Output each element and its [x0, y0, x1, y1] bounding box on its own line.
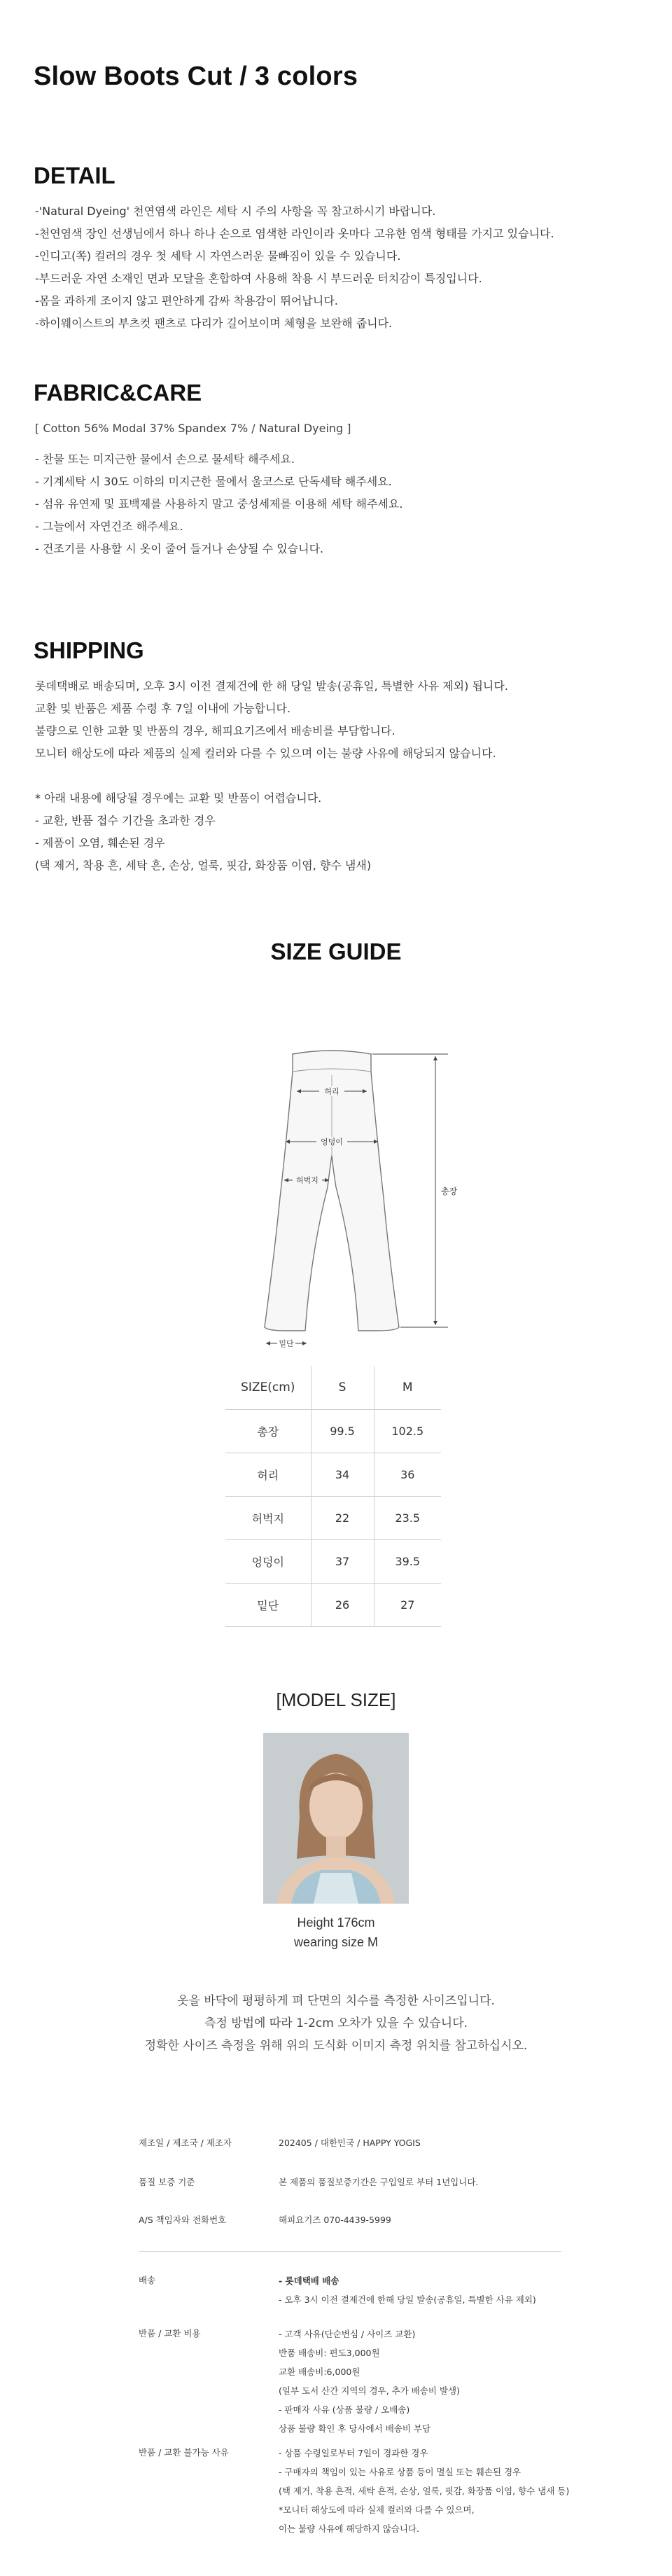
size-row-label: 허리: [225, 1453, 311, 1496]
return-cost-line: - 고객 사유(단순변심 / 사이즈 교환): [279, 2329, 416, 2339]
section-divider: [139, 2251, 561, 2252]
length-label: 총장: [441, 1186, 458, 1196]
thigh-label: 허벅지: [296, 1176, 318, 1185]
size-cell: 23.5: [374, 1496, 441, 1539]
return-cost-line: 반품 배송비: 편도3,000원: [279, 2348, 380, 2358]
size-cell: 26: [311, 1583, 374, 1626]
size-cell: 22: [311, 1496, 374, 1539]
model-height: Height 176cm: [297, 1916, 375, 1930]
size-cell: 102.5: [374, 1409, 441, 1453]
no-return-line: - 상품 수령일로부터 7일이 경과한 경우: [279, 2448, 428, 2458]
model-photo: [263, 1733, 409, 1904]
size-guide-heading: SIZE GUIDE: [270, 939, 402, 964]
fabric-heading: FABRIC&CARE: [34, 380, 202, 406]
model-wearing-size: wearing size M: [293, 1935, 379, 1949]
no-return-line: *모니터 해상도에 따라 실제 컬러와 다를 수 있으며,: [279, 2505, 475, 2515]
shipping-line: 교환 및 반품은 제품 수령 후 7일 이내에 가능합니다.: [35, 702, 291, 715]
return-cost-line: (일부 도서 산간 지역의 경우, 추가 배송비 발생): [279, 2385, 460, 2396]
shipping-heading: SHIPPING: [34, 637, 144, 663]
size-table-row: [225, 1539, 441, 1583]
detail-line: -몸을 과하게 조이지 않고 편안하게 감싸 착용감이 뛰어납니다.: [35, 294, 338, 307]
care-line: - 그늘에서 자연건조 해주세요.: [35, 520, 183, 533]
shipping-line: - 제품이 오염, 훼손된 경우: [35, 836, 165, 850]
measure-note-line: 정확한 사이즈 측정을 위해 위의 도식화 이미지 측정 위치를 참고하십시오.: [144, 2039, 528, 2053]
info-label: A/S 책임자와 전화번호: [139, 2215, 227, 2225]
measure-note-line: 옷을 바닥에 평평하게 펴 단면의 치수를 측정한 사이즈입니다.: [177, 1994, 495, 2008]
size-header-cell: M: [374, 1366, 441, 1409]
size-cell: 34: [311, 1453, 374, 1496]
care-line: - 건조기를 사용할 시 옷이 줄어 들거나 손상될 수 있습니다.: [35, 542, 324, 555]
size-table-row: [225, 1583, 441, 1626]
shipping-line: (택 제거, 착용 흔, 세탁 흔, 손상, 얼룩, 핏감, 화장품 이염, 향수 냄새): [35, 859, 372, 872]
return-cost-label: 반품 / 교환 비용: [139, 2328, 201, 2339]
product-title: Slow Boots Cut / 3 colors: [34, 62, 358, 91]
hem-label: 밑단: [279, 1339, 294, 1348]
size-row-label: 총장: [225, 1409, 311, 1453]
return-cost-line: - 판매자 사유 (상품 불량 / 오배송): [279, 2404, 410, 2415]
shipping-list: [35, 675, 508, 877]
size-cell: 36: [374, 1453, 441, 1496]
shipping-line: 모니터 해상도에 따라 제품의 실제 컬러와 다를 수 있으며 이는 불량 사유에 해당되지 않습니다.: [35, 747, 496, 760]
shipping-line: [35, 765, 508, 787]
size-row-label: 밑단: [225, 1583, 311, 1626]
shipping-line: 롯데택배로 배송되며, 오후 3시 이전 결제건에 한 해 당일 발송(공휴일, 특별한 사유 제외) 됩니다.: [35, 679, 508, 693]
care-line: - 찬물 또는 미지근한 물에서 손으로 물세탁 해주세요.: [35, 452, 295, 466]
size-table-row: [225, 1453, 441, 1496]
size-header-cell: SIZE(cm): [225, 1366, 311, 1409]
size-cell: 39.5: [374, 1539, 441, 1583]
care-line: - 섬유 유연제 및 표백제를 사용하지 말고 중성세제를 이용해 세탁 해주세요.: [35, 497, 403, 511]
detail-line: -하이웨이스트의 부츠컷 팬츠로 다리가 길어보이며 체형을 보완해 줍니다.: [35, 317, 393, 330]
size-cell: 99.5: [311, 1409, 374, 1453]
detail-line: -'Natural Dyeing' 천연염색 라인은 세탁 시 주의 사항을 꼭 참고하시기 바랍니다.: [35, 205, 436, 218]
model-portrait-image: [263, 1733, 409, 1904]
size-table: [225, 1366, 441, 1627]
detail-line: -부드러운 자연 소재인 면과 모달을 혼합하여 사용해 착용 시 부드러운 터치감이 특징입니다.: [35, 272, 482, 285]
size-row-label: 허벅지: [225, 1496, 311, 1539]
delivery-line: - 오후 3시 이전 결제건에 한해 당일 발송(공휴일, 특별한 사유 제외): [279, 2294, 536, 2305]
size-table-header: [225, 1366, 441, 1409]
size-row-label: 엉덩이: [225, 1539, 311, 1583]
shipping-line: 불량으로 인한 교환 및 반품의 경우, 해피요기즈에서 배송비를 부담합니다.: [35, 724, 396, 738]
info-label: 품질 보증 기준: [139, 2177, 195, 2187]
pants-diagram: [238, 1044, 518, 1352]
size-table-row: [225, 1409, 441, 1453]
info-value: 본 제품의 품질보증기간은 구입일로 부터 1년입니다.: [279, 2177, 479, 2187]
no-return-line: 이는 불량 사유에 해당하지 않습니다.: [279, 2523, 419, 2534]
info-value: 해피요기즈 070-4439-5999: [279, 2215, 391, 2225]
detail-heading: DETAIL: [34, 162, 115, 188]
fabric-composition: [35, 417, 351, 440]
model-size-heading: [MODEL SIZE]: [276, 1689, 396, 1710]
size-header-cell: S: [311, 1366, 374, 1409]
hip-label: 엉덩이: [321, 1137, 343, 1147]
care-list: [35, 448, 402, 560]
info-label: 제조일 / 제조국 / 제조자: [139, 2138, 232, 2148]
shipping-line: - 교환, 반품 접수 기간을 초과한 경우: [35, 814, 216, 827]
size-cell: 37: [311, 1539, 374, 1583]
waist-label: 허리: [324, 1087, 340, 1096]
return-cost-line: 상품 불량 확인 후 당사에서 배송비 부담: [279, 2423, 431, 2434]
delivery-line: - 롯데택배 배송: [279, 2276, 340, 2286]
no-return-label: 반품 / 교환 불가능 사유: [139, 2447, 229, 2458]
return-cost-line: 교환 배송비:6,000원: [279, 2367, 360, 2377]
no-return-line: - 구매자의 책임이 있는 사유로 상품 등이 멸실 또는 훼손된 경우: [279, 2467, 522, 2477]
measure-note-line: 측정 방법에 따라 1-2cm 오차가 있을 수 있습니다.: [204, 2016, 468, 2030]
no-return-line: (택 제거, 착용 흔적, 세탁 흔적, 손상, 얼룩, 핏감, 화장품 이염, 향수 냄새 등): [279, 2486, 570, 2496]
care-line: - 기계세탁 시 30도 이하의 미지근한 물에서 울코스로 단독세탁 해주세요.: [35, 475, 392, 488]
size-table-row: [225, 1496, 441, 1539]
composition-text: [ Cotton 56% Modal 37% Spandex 7% / Natural Dyeing ]: [35, 422, 351, 435]
delivery-label: 배송: [139, 2275, 156, 2285]
size-cell: 27: [374, 1583, 441, 1626]
shipping-line: * 아래 내용에 해당될 경우에는 교환 및 반품이 어렵습니다.: [35, 791, 322, 805]
detail-line: -인디고(쪽) 컬러의 경우 첫 세탁 시 자연스러운 물빠짐이 있을 수 있습니다.: [35, 249, 401, 263]
detail-line: -천연염색 장인 선생님에서 하나 하나 손으로 염색한 라인이라 옷마다 고유한 염색 형태를 가지고 있습니다.: [35, 227, 554, 240]
detail-list: [35, 200, 554, 335]
info-value: 202405 / 대한민국 / HAPPY YOGIS: [279, 2138, 421, 2148]
